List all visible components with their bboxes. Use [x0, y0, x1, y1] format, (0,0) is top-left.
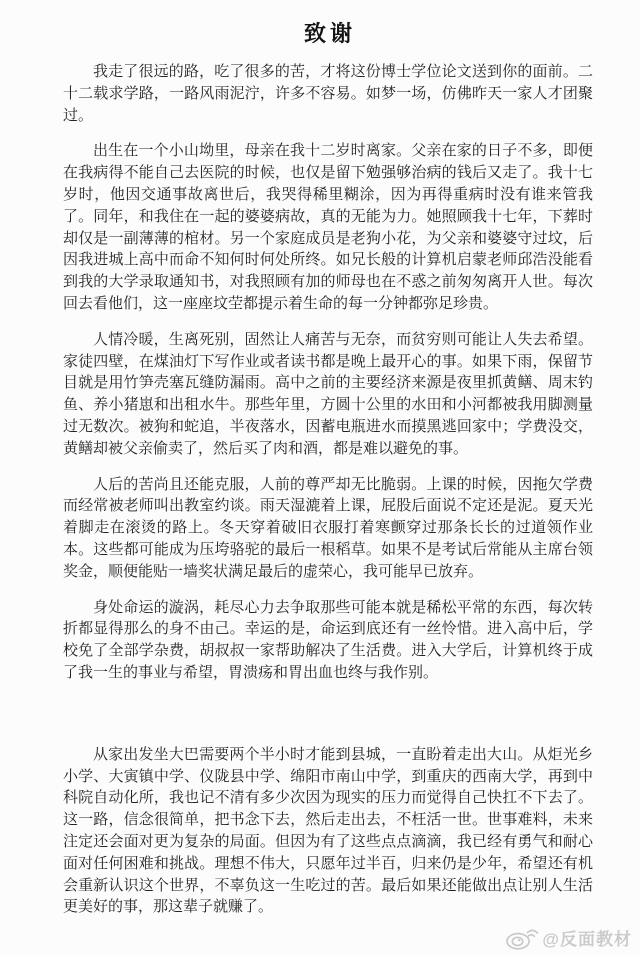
- page-title: 致谢: [303, 21, 356, 46]
- watermark-handle: @反面教材: [542, 929, 632, 949]
- paragraph-4: 人后的苦尚且还能克服，人前的尊严却无比脆弱。上课的时候，因拖欠学费而经常被老师叫出教室约谈。雨天湿漉着上课，屁股后面说不定还是泥。夏天光着脚走在滚烫的路上。冬天穿着破旧衣服打着寒颤穿过那条长长的过道领作业本。这些都可能成为压垮骆驼的最后一根稻草。如果不是考试后常能从主席台领奖金，顺便能贴一墙奖状满足最后的虚荣心，我可能早已放弃。: [63, 476, 593, 580]
- paragraph-2: 出生在一个小山坳里，母亲在我十二岁时离家。父亲在家的日子不多，即便在我病得不能自己去医院的时候，也仅是留下勉强够治病的钱后又走了。我十七岁时，他因交通事故离世后，我哭得稀里糊涂，因为再得重病时没有谁来管我了。同年，和我住在一起的婆婆病故，真的无能为力。她照顾我十七年，下葬时却仅是一副薄薄的棺材。另一个家庭成员是老狗小花，为父亲和婆婆守过坟，后因我进城上高中而命不知何时何处所终。如兄长般的计算机启蒙老师邱浩没能看到我的大学录取通知书，对我照顾有加的师母也在不惑之前匆匆离开人世。每次回去看他们，这一座座坟茔都提示着生命的每一分钟都弥足珍贵。: [63, 143, 593, 312]
- paragraph-1: 我走了很远的路，吃了很多的苦，才将这份博士学位论文送到你的面前。二十二载求学路，一路风雨泥泞，许多不容易。如梦一场，仿佛昨天一家人才团聚过。: [63, 64, 593, 124]
- watermark: [505, 923, 632, 951]
- paragraph-6: 从家出发坐大巴需要两个半小时才能到县城，一直盼着走出大山。从炬光乡小学、大寅镇中学、仪陇县中学、绵阳市南山中学，到重庆的西南大学，再到中科院自动化所，我也记不清有多少次因为现实的压力而觉得自己快扛不下去了。这一路，信念很简单，把书念下去，然后走出去，不枉活一世。世事难料，未来注定还会面对更为复杂的局面。但因为有了这些点点滴滴，我已经有勇气和耐心面对任何困难和挑战。理想不伟大，只愿年过半百，归来仍是少年，希望还有机会重新认识这个世界，不辜负这一生吃过的苦。最后如果还能做出点让别人生活更美好的事，那这辈子就赚了。: [63, 746, 593, 916]
- paragraph-5: 身处命运的漩涡，耗尽心力去争取那些可能本就是稀松平常的东西，每次转折都显得那么的身不由己。幸运的是，命运到底还有一丝怜惜。进入高中后，学校免了全部学杂费，胡叔叔一家帮助解决了生活费。进入大学后，计算机终于成了我一生的事业与希望，胃溃疡和胃出血也终与我作别。: [63, 599, 593, 681]
- weibo-logo-icon: [505, 923, 539, 951]
- paragraph-3: 人情冷暖，生离死别，固然让人痛苦与无奈，而贫穷则可能让人失去希望。家徒四壁，在煤油灯下写作业或者读书都是晚上最开心的事。如果下雨，保留节目就是用竹笋壳塞瓦缝防漏雨。高中之前的主要经济来源是夜里抓黄鳝、周末钓鱼、养小猪崽和出租水牛。那些年里，方圆十公里的水田和小河都被我用脚测量过无数次。被狗和蛇追，半夜落水，因蓄电瓶进水而摸黑逃回家中；学费没交，黄鳝却被父亲偷卖了，然后买了肉和酒，都是难以避免的事。: [63, 331, 593, 457]
